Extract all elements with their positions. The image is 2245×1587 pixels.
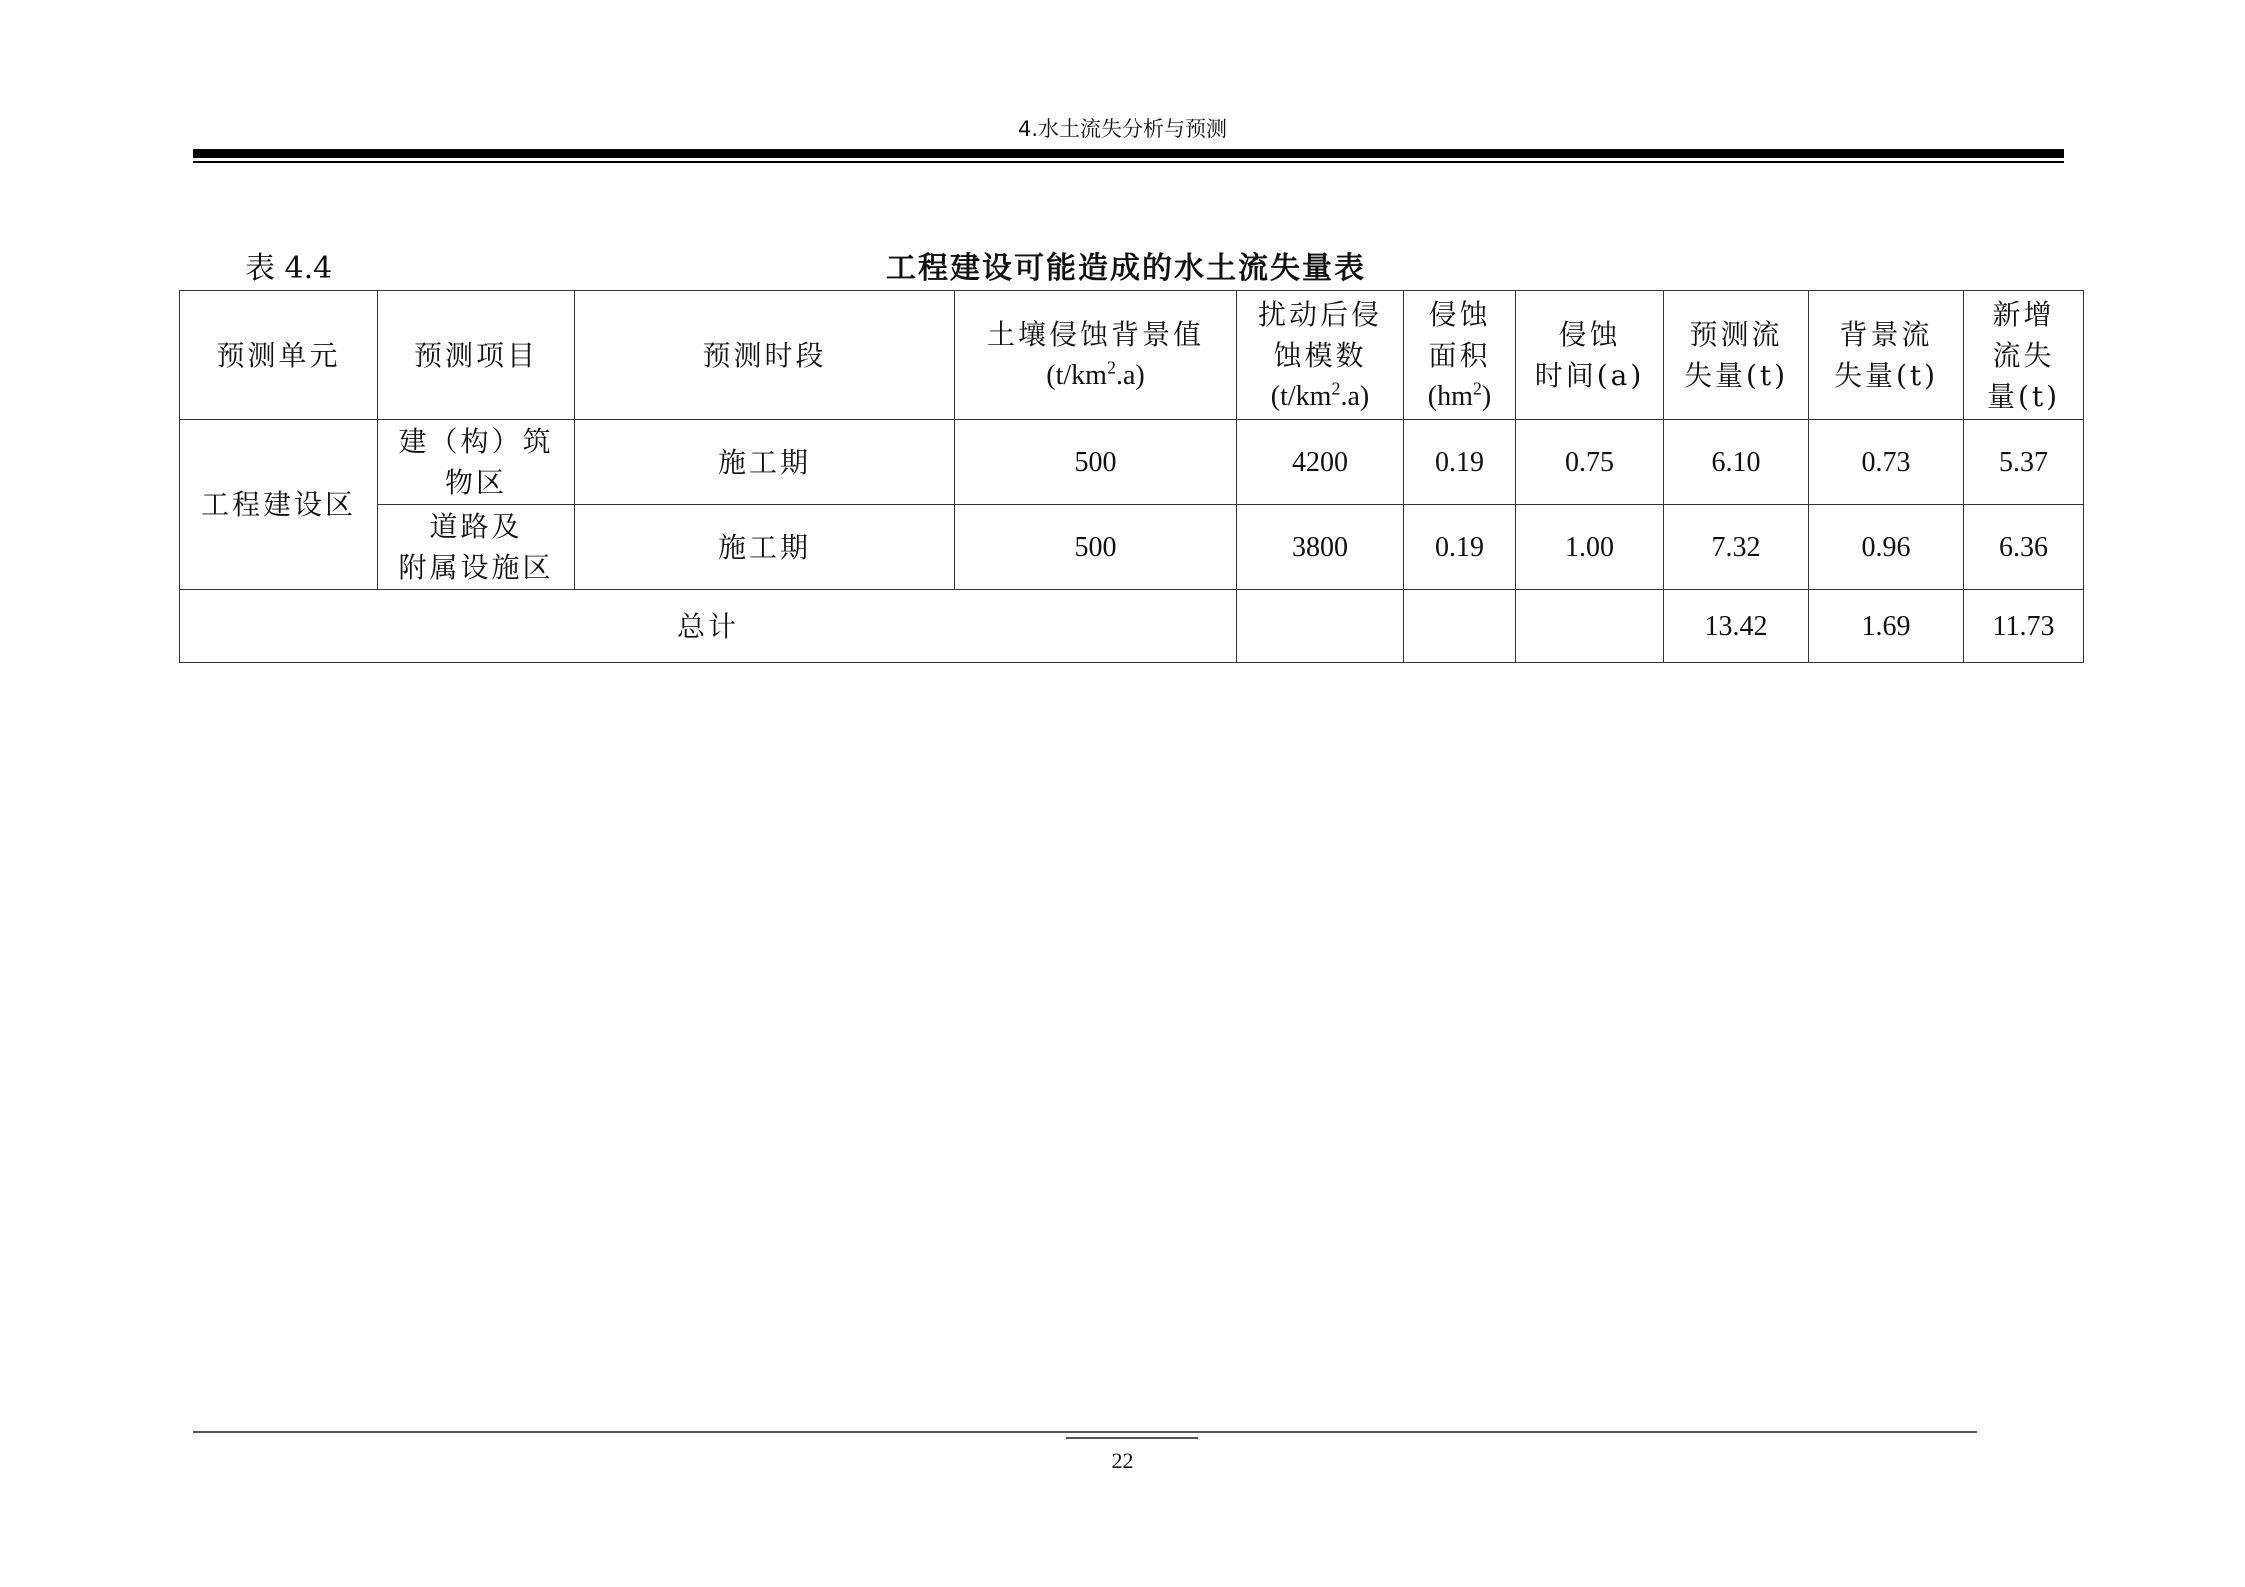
header-background-value [955,291,1237,420]
header-new-loss: 新增 流失 量(t) [1964,291,2084,420]
footer-short-rule [1066,1437,1198,1439]
cell-background-value: 500 [955,420,1237,505]
cell-total-empty [1404,590,1516,663]
cell-disturbed-modulus: 4200 [1237,420,1404,505]
cell-erosion-area: 0.19 [1404,505,1516,590]
header-predicted-loss: 预测流 失量(t) [1664,291,1809,420]
header-disturbed-modulus: 扰动后侵 蚀模数 $(t/km^2.a)$ [1237,291,1404,420]
header-forecast-unit: 预测单元 [180,291,378,420]
header-background-value-unit: $(t/km^2.a)$ [1046,357,1145,391]
header-erosion-area: 侵蚀 面积 $(hm^2)$ [1404,291,1516,420]
cell-erosion-time: 0.75 [1516,420,1664,505]
footer-rule [193,1431,1977,1433]
header-forecast-period: 预测时段 [575,291,955,420]
table-total-row [180,590,2084,663]
cell-predicted-loss: 7.32 [1664,505,1809,590]
running-header: 4.水土流失分析与预测 [1017,117,1228,141]
table-row [180,420,2084,505]
cell-new-loss: 5.37 [1964,420,2084,505]
header-rule-thick [193,149,2064,158]
table-caption-number: 表 4.4 [245,251,333,286]
cell-total-label: 总计 [180,590,1237,663]
cell-background-loss: 0.73 [1809,420,1964,505]
cell-background-loss: 0.96 [1809,505,1964,590]
table-header-row [180,291,2084,420]
cell-total-empty [1516,590,1664,663]
cell-forecast-period: 施工期 [575,420,955,505]
cell-new-loss: 6.36 [1964,505,2084,590]
cell-forecast-item: 道路及 附属设施区 [378,505,575,590]
header-forecast-item: 预测项目 [378,291,575,420]
soil-erosion-table [179,290,2084,663]
header-erosion-area-unit: $(hm^2)$ [1427,378,1492,412]
cell-disturbed-modulus: 3800 [1237,505,1404,590]
header-rule-thin [193,161,2064,163]
table-caption-title: 工程建设可能造成的水土流失量表 [886,251,1366,286]
header-erosion-time: 侵蚀 时间(a) [1516,291,1664,420]
cell-total-empty [1237,590,1404,663]
cell-erosion-time: 1.00 [1516,505,1664,590]
page-number: 22 [1111,1448,1134,1473]
header-background-value-label: 土壤侵蚀背景值 [986,318,1204,351]
cell-forecast-period: 施工期 [575,505,955,590]
cell-forecast-unit: 工程建设区 [180,420,378,590]
cell-erosion-area: 0.19 [1404,420,1516,505]
cell-forecast-item: 建（构）筑 物区 [378,420,575,505]
table-row [180,505,2084,590]
header-disturbed-modulus-unit: $(t/km^2.a)$ [1270,378,1370,412]
cell-predicted-loss: 6.10 [1664,420,1809,505]
cell-total-background-loss: 1.69 [1809,590,1964,663]
cell-total-new-loss: 11.73 [1964,590,2084,663]
cell-background-value: 500 [955,505,1237,590]
cell-total-predicted-loss: 13.42 [1664,590,1809,663]
header-background-loss: 背景流 失量(t) [1809,291,1964,420]
